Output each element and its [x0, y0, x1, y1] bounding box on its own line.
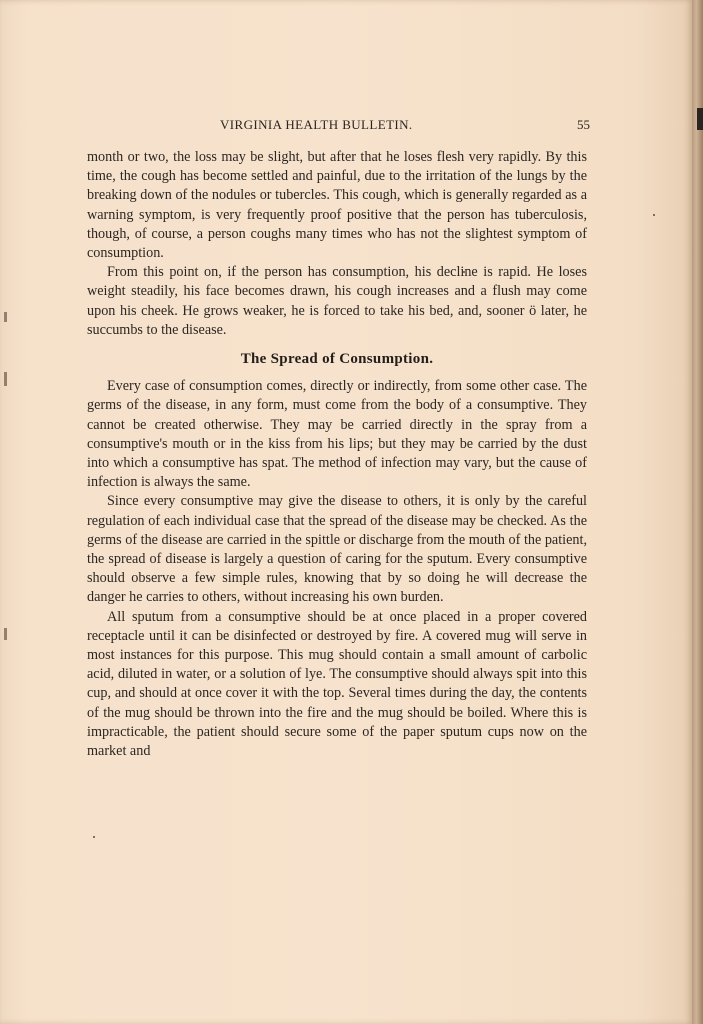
paragraph: From this point on, if the person has consumption, his decline is rapid. He loses weight steadily, his face becomes drawn, his cough increases and a flush may come upon his cheek. He grows weaker, he is forced to take his bed, and, sooner ö later, he succumbs to the disease.	[87, 264, 587, 338]
binding-mark	[4, 372, 7, 386]
running-head: VIRGINIA HEALTH BULLETIN.	[220, 117, 413, 132]
paper-speck	[93, 836, 95, 838]
page-edge	[692, 0, 703, 1024]
paragraph-continued: month or two, the loss may be slight, but after that he loses flesh very rapidly. By this time, the cough has become settled and painful, due to the irritation of the lungs by the breaking down of the nodules or tubercles. This cough, which is generally regarded as a warning symptom, is very frequently proof positive that the person has tuberculosis, though, of course, a person coughs many times who has not the slightest symptom of consumption.	[87, 149, 587, 262]
binding-mark	[4, 312, 7, 322]
body-text	[87, 148, 587, 761]
paragraph: All sputum from a consumptive should be at once placed in a proper covered receptacle until it can be disinfected or destroyed by fire. A covered mug will serve in most instances for this purpose. This mug should contain a small amount of carbolic acid, diluted in water, or a solution of lye. The consumptive should always spit into this cup, and should at once cover it with the top. Several times during the day, the contents of the mug should be thrown into the fire and the mug should be boiled. Where this is impracticable, the patient should secure some of the paper sputum cups now on the market and	[87, 608, 587, 760]
paragraph: Every case of consumption comes, directly or indirectly, from some other case. The germs of the disease, in any form, must come from the body of a consumptive. They cannot be created otherwise. They may be carried directly in the spray from a consumptive's mouth or in the kiss from his lips; but they may be carried by the dust into which a consumptive has spat. The method of infection may vary, but the cause of infection is always the same.	[87, 378, 587, 491]
page-number: 55	[577, 117, 590, 132]
paper-speck	[653, 214, 655, 216]
section-heading: The Spread of Consumption.	[240, 351, 434, 368]
edge-tab	[697, 108, 703, 130]
binding-mark	[4, 628, 7, 640]
page-header	[90, 117, 590, 137]
paragraph: Since every consumptive may give the disease to others, it is only by the careful regulation of each individual case that the spread of the disease may be checked. As the germs of the disease are carried in the spittle or discharge from the mouth of the patient, the spread of disease is largely a question of caring for the sputum. Every consumptive should observe a few simple rules, knowing that by so doing he will decrease the danger he carries to others, without increasing his own burden.	[87, 493, 587, 606]
